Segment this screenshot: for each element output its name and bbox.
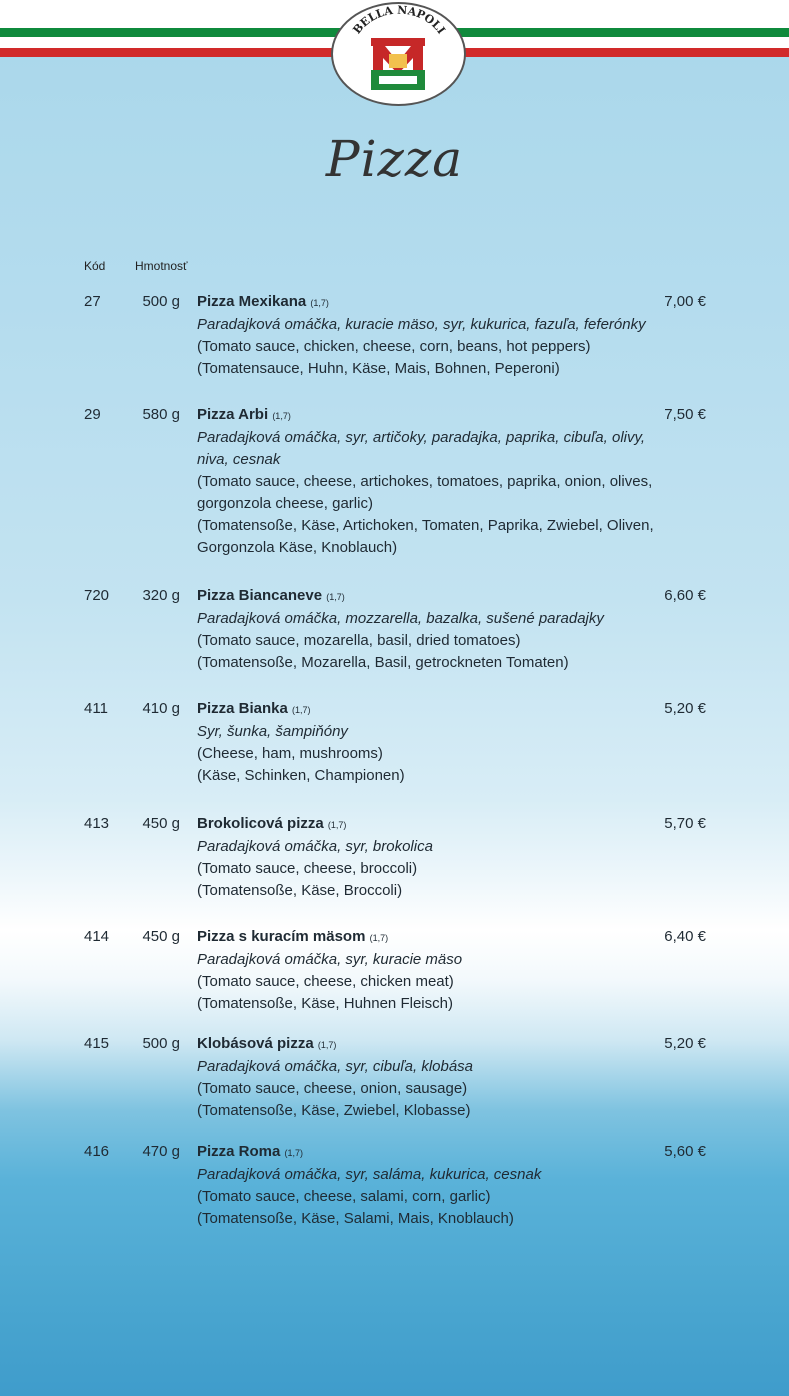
item-allergens: (1,7): [327, 820, 347, 830]
item-description-sk: Paradajková omáčka, syr, saláma, kukurica, cesnak: [197, 1166, 542, 1183]
logo-text: BELLA NAPOLI: [350, 4, 448, 37]
item-description-de: (Tomatensauce, Huhn, Käse, Mais, Bohnen, Peperoni): [197, 360, 560, 377]
item-allergens: (1,7): [369, 933, 389, 943]
item-description-de: (Tomatensoße, Käse, Zwiebel, Klobasse): [197, 1102, 471, 1119]
item-description-sk: Paradajková omáčka, syr, brokolica: [197, 838, 433, 855]
item-description-en: (Cheese, ham, mushrooms): [197, 745, 383, 762]
item-price: 6,40 €: [664, 928, 706, 945]
restaurant-logo: [331, 2, 466, 106]
item-price: 7,50 €: [664, 406, 706, 423]
item-name: Pizza Roma: [197, 1143, 281, 1160]
item-price: 5,20 €: [664, 700, 706, 717]
item-name: Pizza Biancaneve: [197, 587, 323, 604]
column-header-weight: Hmotnosť: [135, 259, 188, 273]
item-name: Pizza Bianka: [197, 700, 288, 717]
item-code: 411: [84, 700, 108, 717]
item-name: Pizza s kuracím mäsom: [197, 928, 366, 945]
item-weight: 320 g: [142, 587, 180, 604]
item-name: Klobásová pizza: [197, 1035, 314, 1052]
item-code: 414: [84, 928, 110, 945]
item-code: 720: [84, 587, 110, 604]
item-weight: 450 g: [142, 928, 180, 945]
item-description-de: (Tomatensoße, Käse, Broccoli): [197, 882, 403, 899]
item-description-sk: Paradajková omáčka, syr, artičoky, paradajka, paprika, cibuľa, olivy, niva, cesnak: [197, 429, 646, 468]
item-code: 413: [84, 815, 110, 832]
item-allergens: (1,7): [272, 411, 291, 421]
item-weight: 500 g: [142, 1035, 180, 1052]
svg-text:BELLA NAPOLI: [350, 4, 447, 36]
item-code: 415: [84, 1035, 110, 1052]
item-description-sk: Paradajková omáčka, syr, cibuľa, klobása: [197, 1058, 474, 1075]
item-allergens: (1,7): [292, 705, 311, 715]
logo-emblem-icon: [333, 4, 464, 104]
item-description-en: (Tomato sauce, cheese, chicken meat): [197, 973, 454, 990]
item-price: 5,60 €: [664, 1143, 706, 1160]
item-allergens: (1,7): [310, 298, 329, 308]
item-description-en: (Tomato sauce, cheese, onion, sausage): [197, 1080, 468, 1097]
item-description-sk: Paradajková omáčka, mozzarella, bazalka, sušené paradajky: [197, 610, 604, 627]
item-name: Brokolicová pizza: [197, 815, 324, 832]
item-weight: 450 g: [142, 815, 180, 832]
item-weight: 500 g: [142, 293, 180, 310]
item-description-de: (Tomatensoße, Käse, Salami, Mais, Knoblauch): [197, 1210, 514, 1227]
item-weight: 470 g: [142, 1143, 180, 1160]
item-description-de: (Käse, Schinken, Championen): [197, 767, 405, 784]
item-price: 7,00 €: [664, 293, 706, 310]
item-description-en: (Tomato sauce, cheese, salami, corn, garlic): [197, 1188, 491, 1205]
item-price: 5,70 €: [664, 815, 706, 832]
item-price: 5,20 €: [664, 1035, 706, 1052]
item-description-de: (Tomatensoße, Käse, Artichoken, Tomaten, Paprika, Zwiebel, Oliven, Gorgonzola Käse, Knoblauch): [197, 517, 654, 556]
column-header-code: Kód: [84, 259, 106, 273]
item-description-en: (Tomato sauce, cheese, broccoli): [197, 860, 418, 877]
item-description-en: (Tomato sauce, cheese, artichokes, tomatoes, paprika, onion, olives, gorgonzola cheese, garlic): [197, 473, 653, 512]
item-description-en: (Tomato sauce, chicken, cheese, corn, beans, hot peppers): [197, 338, 591, 355]
item-price: 6,60 €: [664, 587, 706, 604]
item-description-de: (Tomatensoße, Käse, Huhnen Fleisch): [197, 995, 453, 1012]
section-title: Pizza: [325, 130, 464, 188]
item-description-sk: Syr, šunka, šampiňóny: [197, 723, 348, 740]
item-code: 416: [84, 1143, 110, 1160]
item-description-sk: Paradajková omáčka, syr, kuracie mäso: [197, 951, 463, 968]
item-code: 27: [84, 293, 101, 310]
item-description-sk: Paradajková omáčka, kuracie mäso, syr, kukurica, fazuľa, feferónky: [197, 316, 646, 333]
item-allergens: (1,7): [284, 1148, 304, 1158]
item-description-de: (Tomatensoße, Mozarella, Basil, getrockneten Tomaten): [197, 654, 569, 671]
item-allergens: (1,7): [326, 592, 345, 602]
item-weight: 410 g: [142, 700, 180, 717]
item-name: Pizza Mexikana: [197, 293, 307, 310]
item-code: 29: [84, 406, 101, 423]
item-allergens: (1,7): [317, 1040, 337, 1050]
item-description-en: (Tomato sauce, mozarella, basil, dried tomatoes): [197, 632, 521, 649]
item-name: Pizza Arbi: [197, 406, 269, 423]
item-weight: 580 g: [142, 406, 180, 423]
